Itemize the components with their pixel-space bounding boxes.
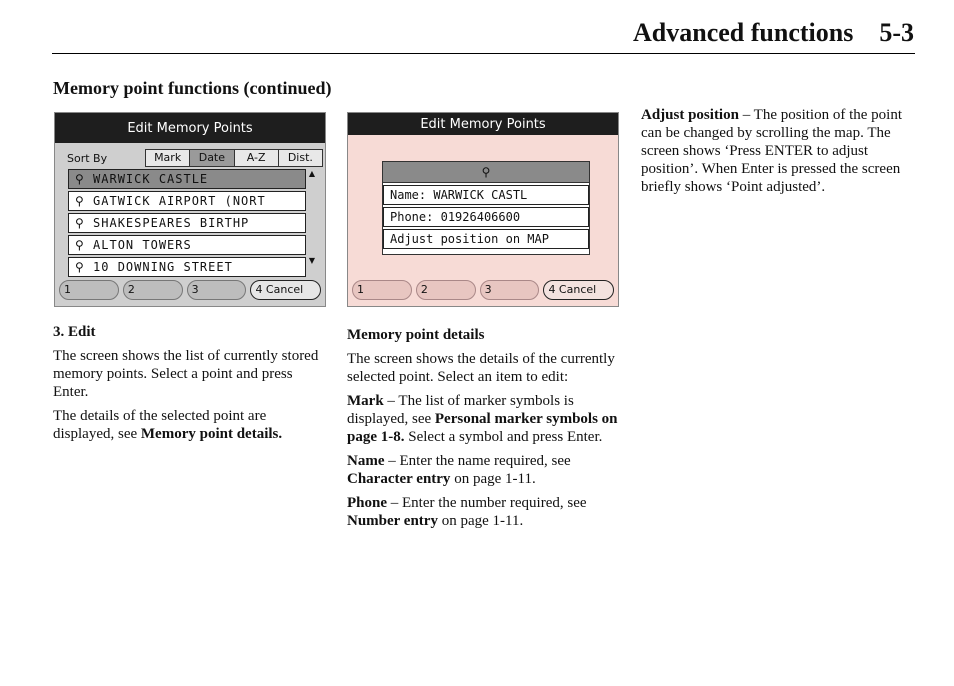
scroll-up-icon[interactable]: ▲ bbox=[308, 169, 316, 178]
button-row bbox=[352, 280, 614, 300]
page-number: 5-3 bbox=[879, 18, 914, 47]
header-rule bbox=[52, 53, 915, 54]
column-2 bbox=[347, 326, 625, 536]
header-title: Advanced functions bbox=[633, 18, 854, 47]
marker-icon[interactable]: ⚲ bbox=[383, 162, 589, 183]
cross-reference: Character entry bbox=[347, 471, 451, 487]
sort-label: Sort By bbox=[67, 152, 108, 165]
button-1[interactable]: 1 bbox=[59, 280, 119, 300]
name-field[interactable] bbox=[383, 185, 589, 205]
paragraph: Adjust position – The position of the point can be changed by scrolling the map. The screen shows ‘Press ENTER to adjust position’. When Enter is pressed the screen briefly shows ‘Point adjusted’. bbox=[641, 107, 902, 195]
key-icon: ⚲ bbox=[75, 172, 94, 186]
screen-title: Edit Memory Points bbox=[55, 113, 325, 143]
key-icon: ⚲ bbox=[75, 260, 94, 274]
button-1[interactable]: 1 bbox=[352, 280, 412, 300]
subheading-details: Memory point details bbox=[347, 327, 485, 343]
scroll-down-icon[interactable]: ▼ bbox=[308, 256, 316, 265]
list-item[interactable]: ⚲ WARWICK CASTLE bbox=[68, 169, 306, 189]
key-icon: ⚲ bbox=[75, 216, 94, 230]
sort-row bbox=[67, 149, 319, 167]
name-label: Name: bbox=[390, 188, 427, 202]
sort-tabs bbox=[145, 149, 323, 167]
key-icon: ⚲ bbox=[75, 194, 94, 208]
cross-reference: Personal marker symbols on page 1-8. bbox=[347, 411, 618, 445]
paragraph: The details of the selected point are displayed, see Memory point details. bbox=[53, 408, 283, 442]
cross-reference: Memory point details. bbox=[140, 426, 283, 442]
cancel-button[interactable]: 4 Cancel bbox=[250, 280, 321, 300]
paragraph: The screen shows the details of the currently selected point. Select an item to edit: bbox=[347, 351, 615, 385]
list-item[interactable]: ⚲ 10 DOWNING STREET bbox=[68, 257, 306, 277]
column-3 bbox=[641, 106, 919, 202]
button-3[interactable]: 3 bbox=[187, 280, 247, 300]
cross-reference: Number entry bbox=[347, 513, 438, 529]
section-title: Memory point functions (continued) bbox=[53, 78, 332, 98]
sort-tab-mark[interactable]: Mark bbox=[146, 150, 190, 166]
list-item[interactable]: ⚲ ALTON TOWERS bbox=[68, 235, 306, 255]
sort-tab-date[interactable]: Date bbox=[190, 150, 234, 166]
page-header bbox=[633, 18, 914, 48]
sort-tab-az[interactable]: A-Z bbox=[235, 150, 279, 166]
screen-title: Edit Memory Points bbox=[348, 113, 618, 135]
phone-label: Phone: bbox=[390, 210, 434, 224]
phone-field[interactable] bbox=[383, 207, 589, 227]
paragraph: The screen shows the list of currently stored memory points. Select a point and press Enter. bbox=[53, 348, 319, 400]
paragraph: Name – Enter the name required, see Character entry on page 1-11. bbox=[347, 453, 571, 487]
column-1 bbox=[53, 323, 331, 449]
key-icon: ⚲ bbox=[75, 238, 94, 252]
paragraph: Phone – Enter the number required, see Number entry on page 1-11. bbox=[347, 495, 587, 529]
sort-tab-dist[interactable]: Dist. bbox=[287, 151, 313, 164]
adjust-position-item[interactable]: Adjust position on MAP bbox=[383, 229, 589, 249]
button-row bbox=[59, 280, 321, 300]
list-item[interactable]: ⚲ GATWICK AIRPORT (NORT bbox=[68, 191, 306, 211]
paragraph: Mark – The list of marker symbols is displayed, see Personal marker symbols on page 1-8. Select a symbol and press Enter. bbox=[347, 393, 618, 445]
cancel-button[interactable]: 4 Cancel bbox=[543, 280, 614, 300]
scrollbar[interactable] bbox=[307, 169, 317, 269]
subheading-edit: 3. Edit bbox=[53, 324, 96, 340]
button-3[interactable]: 3 bbox=[480, 280, 540, 300]
name-value: WARWICK CASTL bbox=[433, 188, 528, 202]
details-panel bbox=[382, 161, 590, 255]
screenshot-edit-list bbox=[54, 112, 326, 307]
button-2[interactable]: 2 bbox=[416, 280, 476, 300]
screenshot-point-details bbox=[347, 112, 619, 307]
button-2[interactable]: 2 bbox=[123, 280, 183, 300]
memory-point-list bbox=[68, 169, 306, 279]
phone-value: 01926406600 bbox=[440, 210, 521, 224]
list-item[interactable]: ⚲ SHAKESPEARES BIRTHP bbox=[68, 213, 306, 233]
